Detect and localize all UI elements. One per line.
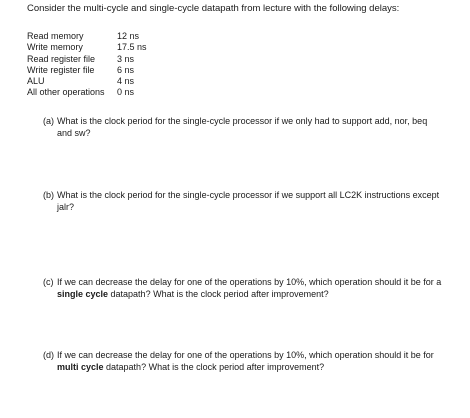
question-text: What is the clock period for the single-cycle processor if we support all LC2K instructions except jalr? [57,190,440,212]
question-c [43,277,443,300]
delay-name: ALU [27,76,45,87]
question-text-pre: If we can decrease the delay for one of the operations by 10%, which operation should it be for a [57,277,442,287]
delay-value: 12 ns [117,31,140,41]
question-text-bold: single cycle [57,288,109,299]
intro-text: Consider the multi-cycle and single-cycle datapath from lecture with the following delays: [27,3,400,14]
delay-row [27,65,177,76]
delay-name: Read memory [27,31,84,41]
delay-value: 3 ns [117,53,135,64]
delay-row [27,76,177,87]
question-text-post: datapath? What is the clock period after improvement? [103,361,325,372]
delay-value: 17.5 ns [117,42,147,53]
question-text: What is the clock period for the single-cycle processor if we only had to support add, nor, beq and sw? [57,116,428,138]
question-d [43,350,443,373]
delay-name: Write memory [27,42,83,53]
delay-row [27,42,177,53]
delay-table [27,31,177,99]
delay-value: 4 ns [117,76,135,87]
delay-row [27,87,177,98]
delay-name: Write register file [27,64,95,75]
delay-value: 0 ns [117,87,135,98]
question-text-pre: If we can decrease the delay for one of the operations by 10%, which operation should it be for [57,350,434,360]
question-text [57,277,443,300]
question-label: (c) [43,277,54,287]
question-a [43,116,443,139]
question-text-post: datapath? What is the clock period after improvement? [108,288,329,299]
question-text-bold: multi cycle [57,361,104,372]
delay-name: All other operations [27,87,105,98]
delay-row [27,31,177,42]
delay-row [27,54,177,65]
question-label: (b) [43,190,54,200]
question-text [57,350,443,373]
question-label: (a) [43,116,54,126]
question-b [43,190,443,213]
delay-value: 6 ns [117,64,135,75]
delay-name: Read register file [27,53,96,64]
question-label: (d) [43,350,54,360]
